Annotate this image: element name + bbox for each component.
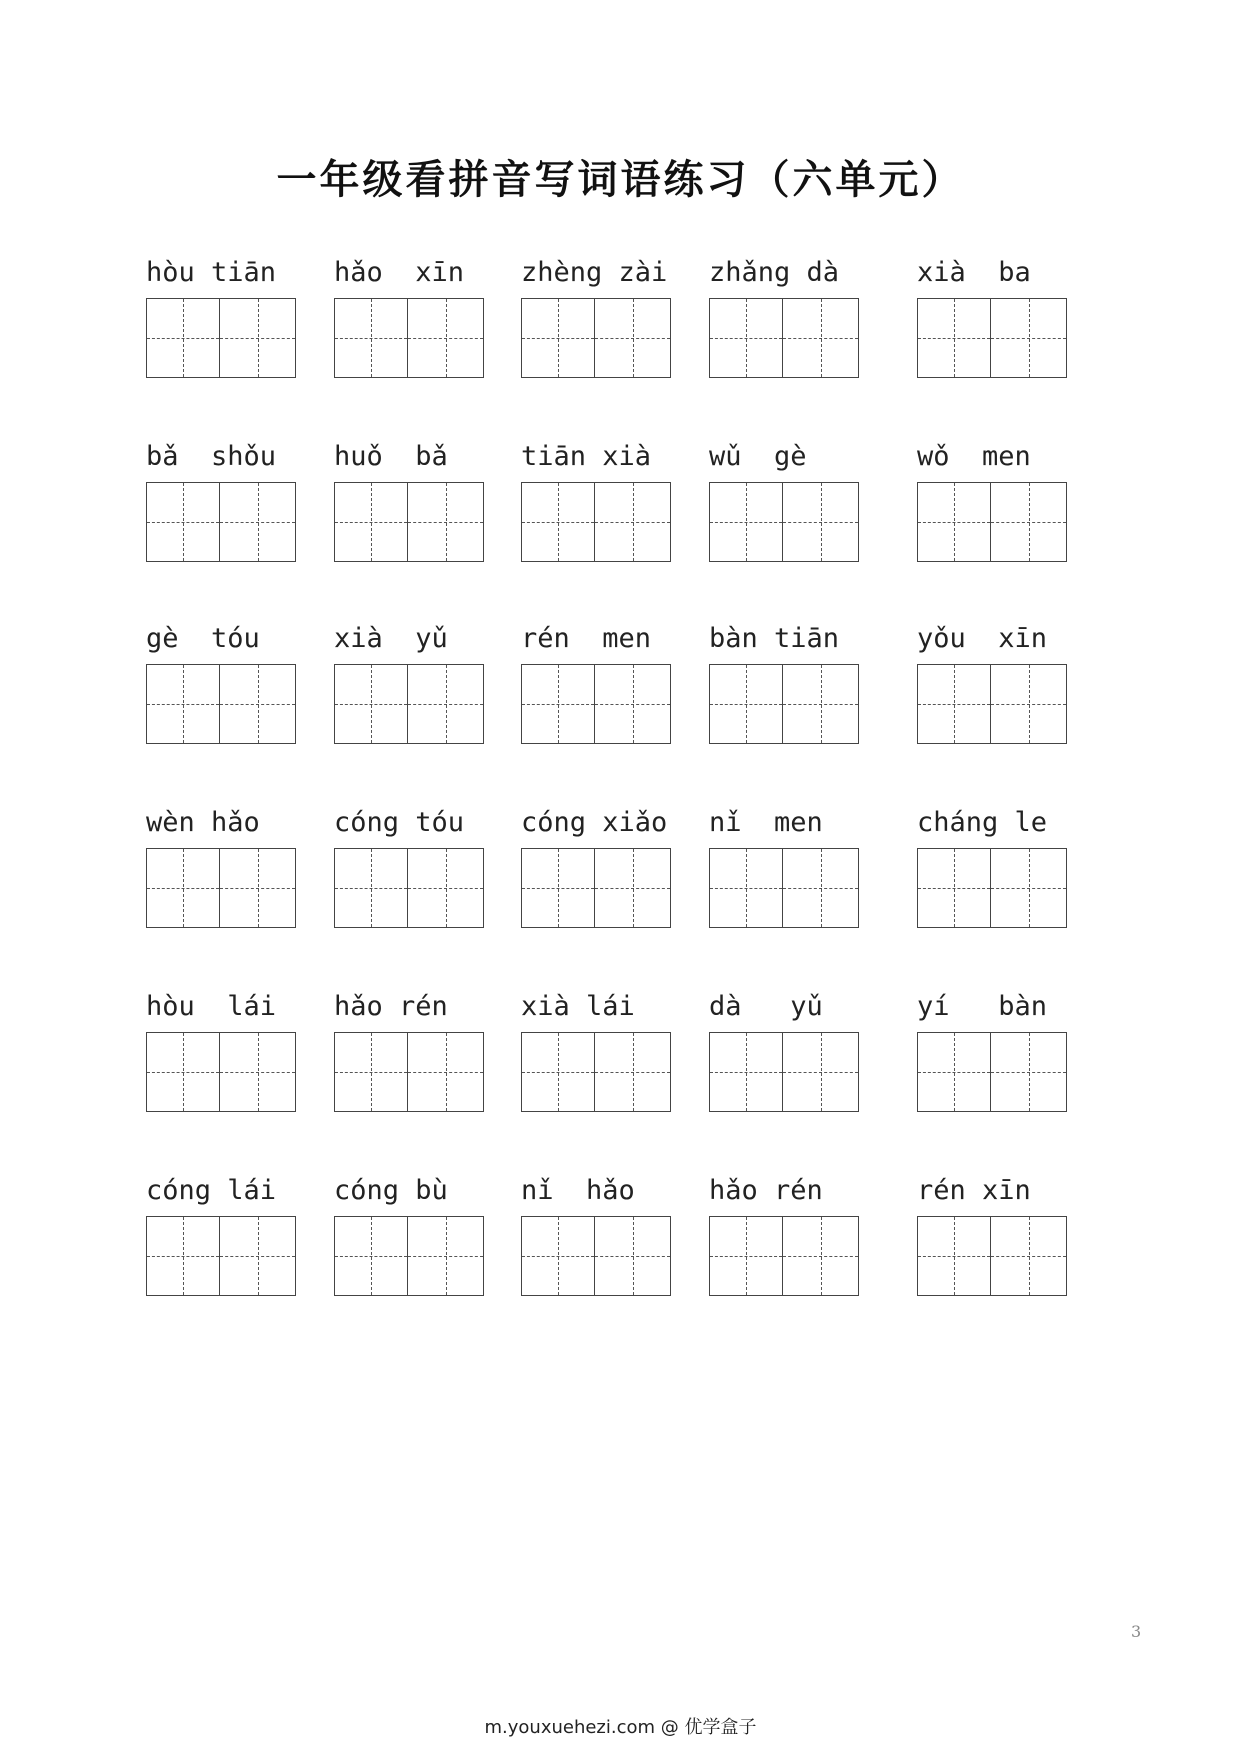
tianzige-cell[interactable] bbox=[917, 298, 991, 378]
writing-boxes bbox=[917, 298, 1077, 378]
tianzige-cell[interactable] bbox=[709, 1216, 783, 1296]
writing-boxes bbox=[521, 482, 681, 562]
tianzige-cell[interactable] bbox=[408, 664, 484, 744]
word-item bbox=[917, 1174, 1077, 1296]
page-number: 3 bbox=[1131, 1622, 1142, 1641]
pinyin-label: cóng bù bbox=[334, 1175, 448, 1206]
tianzige-cell[interactable] bbox=[408, 848, 484, 928]
tianzige-cell[interactable] bbox=[709, 664, 783, 744]
tianzige-cell[interactable] bbox=[917, 1216, 991, 1296]
tianzige-cell[interactable] bbox=[408, 298, 484, 378]
writing-boxes bbox=[709, 1032, 869, 1112]
pinyin-label: xià lái bbox=[521, 991, 635, 1022]
writing-boxes bbox=[917, 1032, 1077, 1112]
pinyin-label: tiān xià bbox=[521, 441, 652, 472]
tianzige-cell[interactable] bbox=[521, 664, 595, 744]
tianzige-cell[interactable] bbox=[220, 664, 296, 744]
tianzige-cell[interactable] bbox=[521, 1216, 595, 1296]
tianzige-cell[interactable] bbox=[783, 664, 859, 744]
pinyin-label: rén men bbox=[521, 623, 652, 654]
writing-boxes bbox=[917, 1216, 1077, 1296]
tianzige-cell[interactable] bbox=[595, 664, 671, 744]
pinyin-label: zhǎng dà bbox=[709, 257, 840, 288]
word-item bbox=[521, 440, 681, 562]
tianzige-cell[interactable] bbox=[146, 482, 220, 562]
word-item bbox=[146, 990, 306, 1112]
tianzige-cell[interactable] bbox=[334, 298, 408, 378]
tianzige-cell[interactable] bbox=[334, 1216, 408, 1296]
pinyin-label: hǎo xīn bbox=[334, 257, 465, 288]
pinyin-label: wǔ gè bbox=[709, 441, 807, 472]
word-item bbox=[146, 806, 306, 928]
tianzige-cell[interactable] bbox=[408, 1216, 484, 1296]
writing-boxes bbox=[334, 664, 494, 744]
writing-boxes bbox=[146, 664, 306, 744]
tianzige-cell[interactable] bbox=[408, 1032, 484, 1112]
writing-boxes bbox=[334, 1216, 494, 1296]
tianzige-cell[interactable] bbox=[146, 1032, 220, 1112]
pinyin-label: hòu tiān bbox=[146, 257, 277, 288]
pinyin-label: yǒu xīn bbox=[917, 623, 1048, 654]
tianzige-cell[interactable] bbox=[783, 848, 859, 928]
pinyin-label: cóng xiǎo bbox=[521, 807, 668, 838]
word-item bbox=[521, 806, 681, 928]
tianzige-cell[interactable] bbox=[917, 848, 991, 928]
word-item bbox=[334, 256, 494, 378]
pinyin-label: gè tóu bbox=[146, 623, 260, 654]
writing-boxes bbox=[709, 482, 869, 562]
pinyin-label: nǐ hǎo bbox=[521, 1175, 635, 1206]
pinyin-label: yí bàn bbox=[917, 991, 1048, 1022]
pinyin-label: cháng le bbox=[917, 807, 1048, 838]
word-item bbox=[709, 990, 869, 1112]
tianzige-cell[interactable] bbox=[595, 1032, 671, 1112]
writing-boxes bbox=[709, 1216, 869, 1296]
writing-boxes bbox=[917, 482, 1077, 562]
pinyin-label: cóng lái bbox=[146, 1175, 277, 1206]
word-item bbox=[521, 256, 681, 378]
writing-boxes bbox=[146, 1216, 306, 1296]
tianzige-cell[interactable] bbox=[783, 482, 859, 562]
tianzige-cell[interactable] bbox=[917, 1032, 991, 1112]
tianzige-cell[interactable] bbox=[595, 848, 671, 928]
tianzige-cell[interactable] bbox=[709, 848, 783, 928]
writing-boxes bbox=[334, 298, 494, 378]
writing-boxes bbox=[334, 1032, 494, 1112]
tianzige-cell[interactable] bbox=[220, 482, 296, 562]
writing-boxes bbox=[334, 482, 494, 562]
word-item bbox=[521, 622, 681, 744]
writing-boxes bbox=[521, 298, 681, 378]
tianzige-cell[interactable] bbox=[521, 482, 595, 562]
tianzige-cell[interactable] bbox=[521, 848, 595, 928]
pinyin-label: bàn tiān bbox=[709, 623, 840, 654]
tianzige-cell[interactable] bbox=[595, 298, 671, 378]
word-item bbox=[334, 440, 494, 562]
tianzige-cell[interactable] bbox=[146, 1216, 220, 1296]
word-item bbox=[334, 1174, 494, 1296]
word-item bbox=[709, 256, 869, 378]
writing-boxes bbox=[334, 848, 494, 928]
tianzige-cell[interactable] bbox=[991, 848, 1067, 928]
pinyin-label: zhèng zài bbox=[521, 257, 668, 288]
tianzige-cell[interactable] bbox=[146, 664, 220, 744]
tianzige-cell[interactable] bbox=[709, 298, 783, 378]
word-item bbox=[334, 806, 494, 928]
tianzige-cell[interactable] bbox=[334, 664, 408, 744]
tianzige-cell[interactable] bbox=[334, 1032, 408, 1112]
word-item bbox=[521, 990, 681, 1112]
pinyin-label: hǎo rén bbox=[709, 1175, 823, 1206]
tianzige-cell[interactable] bbox=[220, 848, 296, 928]
page-title: 一年级看拼音写词语练习（六单元） bbox=[276, 157, 965, 203]
tianzige-cell[interactable] bbox=[146, 848, 220, 928]
tianzige-cell[interactable] bbox=[917, 664, 991, 744]
tianzige-cell[interactable] bbox=[146, 298, 220, 378]
tianzige-cell[interactable] bbox=[991, 482, 1067, 562]
pinyin-label: hòu lái bbox=[146, 991, 277, 1022]
writing-boxes bbox=[146, 848, 306, 928]
word-item bbox=[146, 440, 306, 562]
tianzige-cell[interactable] bbox=[595, 482, 671, 562]
pinyin-label: wèn hǎo bbox=[146, 807, 260, 838]
writing-boxes bbox=[521, 1032, 681, 1112]
word-item bbox=[709, 806, 869, 928]
word-item bbox=[334, 622, 494, 744]
pinyin-label: huǒ bǎ bbox=[334, 441, 448, 472]
word-item bbox=[709, 622, 869, 744]
pinyin-label: dà yǔ bbox=[709, 991, 823, 1022]
tianzige-cell[interactable] bbox=[783, 298, 859, 378]
writing-boxes bbox=[521, 664, 681, 744]
tianzige-cell[interactable] bbox=[521, 298, 595, 378]
writing-boxes bbox=[146, 298, 306, 378]
word-item bbox=[917, 622, 1077, 744]
tianzige-cell[interactable] bbox=[917, 482, 991, 562]
writing-boxes bbox=[146, 482, 306, 562]
tianzige-cell[interactable] bbox=[220, 1032, 296, 1112]
tianzige-cell[interactable] bbox=[220, 298, 296, 378]
word-item bbox=[917, 990, 1077, 1112]
word-item bbox=[709, 1174, 869, 1296]
tianzige-cell[interactable] bbox=[991, 298, 1067, 378]
tianzige-cell[interactable] bbox=[334, 848, 408, 928]
pinyin-label: bǎ shǒu bbox=[146, 441, 277, 472]
word-item bbox=[146, 1174, 306, 1296]
pinyin-label: cóng tóu bbox=[334, 807, 465, 838]
pinyin-label: nǐ men bbox=[709, 807, 823, 838]
tianzige-cell[interactable] bbox=[991, 1032, 1067, 1112]
writing-boxes bbox=[709, 848, 869, 928]
tianzige-cell[interactable] bbox=[991, 664, 1067, 744]
writing-boxes bbox=[709, 298, 869, 378]
word-item bbox=[146, 622, 306, 744]
tianzige-cell[interactable] bbox=[220, 1216, 296, 1296]
word-item bbox=[917, 806, 1077, 928]
word-item bbox=[709, 440, 869, 562]
word-item bbox=[917, 256, 1077, 378]
tianzige-cell[interactable] bbox=[709, 1032, 783, 1112]
writing-boxes bbox=[521, 848, 681, 928]
tianzige-cell[interactable] bbox=[521, 1032, 595, 1112]
writing-boxes bbox=[709, 664, 869, 744]
writing-boxes bbox=[146, 1032, 306, 1112]
word-item bbox=[334, 990, 494, 1112]
pinyin-label: rén xīn bbox=[917, 1175, 1031, 1206]
footer-source: m.youxuehezi.com @ 优学盒子 bbox=[484, 1717, 757, 1738]
tianzige-cell[interactable] bbox=[991, 1216, 1067, 1296]
word-item bbox=[146, 256, 306, 378]
writing-boxes bbox=[917, 848, 1077, 928]
writing-boxes bbox=[521, 1216, 681, 1296]
writing-boxes bbox=[917, 664, 1077, 744]
pinyin-label: xià yǔ bbox=[334, 623, 448, 654]
word-item bbox=[917, 440, 1077, 562]
word-item bbox=[521, 1174, 681, 1296]
pinyin-label: wǒ men bbox=[917, 441, 1031, 472]
tianzige-cell[interactable] bbox=[783, 1032, 859, 1112]
tianzige-cell[interactable] bbox=[783, 1216, 859, 1296]
tianzige-cell[interactable] bbox=[709, 482, 783, 562]
tianzige-cell[interactable] bbox=[334, 482, 408, 562]
tianzige-cell[interactable] bbox=[408, 482, 484, 562]
pinyin-label: xià ba bbox=[917, 257, 1031, 288]
pinyin-label: hǎo rén bbox=[334, 991, 448, 1022]
tianzige-cell[interactable] bbox=[595, 1216, 671, 1296]
